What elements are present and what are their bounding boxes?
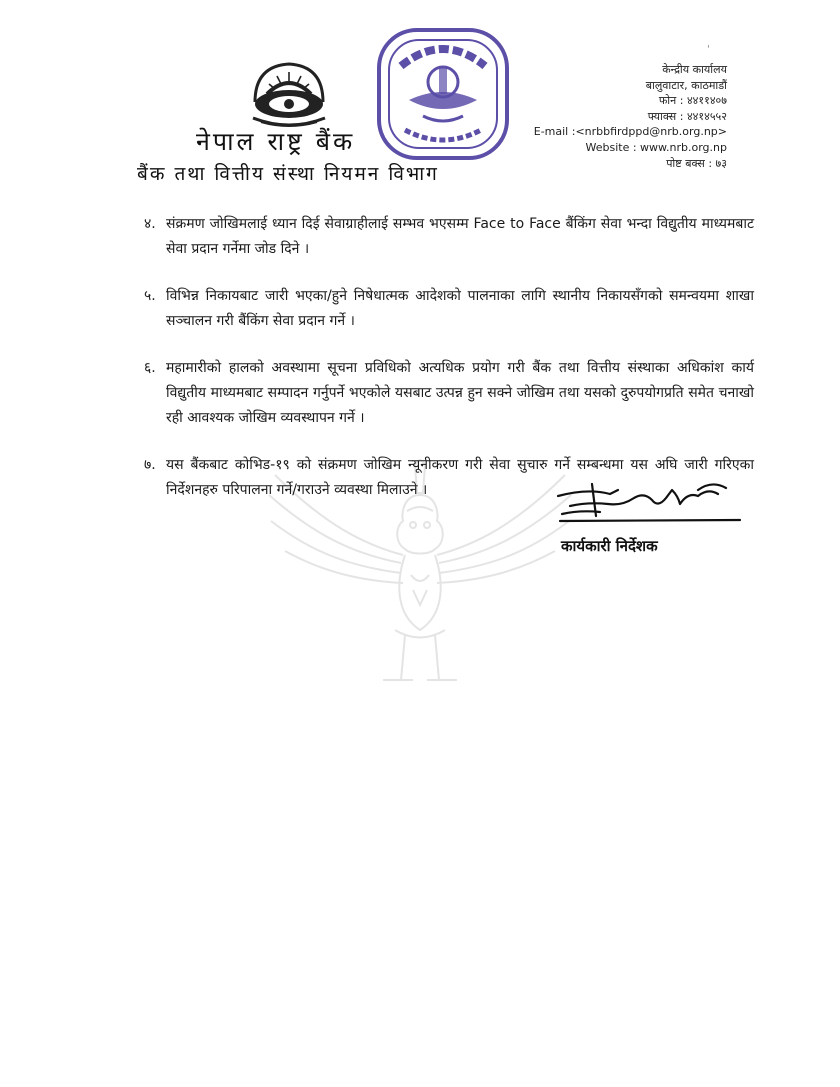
contact-block — [487, 62, 727, 171]
item-number: ४. — [144, 216, 156, 232]
item-text: महामारीको हालको अवस्थामा सूचना प्रविधिको अत्यधिक प्रयोग गरी बैंक तथा वित्तीय संस्थाका अधिकांश कार्य विद्युतीय माध्यमबाट सम्पादन गर्नुपर्ने भएकोले यसबाट उत्पन्न हुन सक्ने जोखिम तथा यसको दुरुपयोगप्रति समेत चनाखो रही आवश्यक जोखिम व्यवस्थापन गर्ने । — [166, 360, 754, 426]
signatory-title: कार्यकारी निर्देशक — [561, 537, 658, 555]
handwritten-signature — [548, 480, 743, 528]
fax: फ्याक्स : ४४१४५५२ — [647, 109, 727, 123]
item-number: ६. — [144, 360, 156, 376]
list-item — [144, 284, 754, 334]
corner-mark: ' — [707, 44, 710, 55]
email: E-mail :<nrbbfirdppd@nrb.org.np> — [533, 125, 727, 139]
item-number: ५. — [144, 288, 156, 304]
address: बालुवाटार, काठमाडौं — [645, 78, 727, 92]
directive-list — [144, 212, 754, 525]
website: Website : www.nrb.org.np — [585, 140, 727, 154]
item-text: संक्रमण जोखिमलाई ध्यान दिई सेवाग्राहीलाई सम्भव भएसम्म Face to Face बैंकिंग सेवा भन्दा विद्युतीय माध्यमबाट सेवा प्रदान गर्नेमा जोड दिने । — [166, 216, 754, 257]
phone: फोन : ४४११४०७ — [658, 94, 727, 108]
office-label: केन्द्रीय कार्यालय — [662, 63, 727, 76]
po-box: पोष्ट बक्स : ७३ — [666, 156, 727, 170]
list-item — [144, 356, 754, 431]
bank-name: नेपाल राष्ट्र बैंक — [196, 127, 356, 156]
department-name: बैंक तथा वित्तीय संस्था नियमन विभाग — [137, 163, 439, 185]
item-number: ७. — [144, 457, 156, 473]
list-item — [144, 212, 754, 262]
bank-emblem-logo — [247, 58, 331, 130]
item-text: यस बैंकबाट कोभिड-१९ को संक्रमण जोखिम न्यूनीकरण गरी सेवा सुचारु गर्ने सम्बन्धमा यस अघि जारी गरिएका निर्देशनहरु परिपालना गर्ने/गराउने व्यवस्था मिलाउने । — [166, 457, 754, 498]
item-text: विभिन्न निकायबाट जारी भएका/हुने निषेधात्मक आदेशको पालनाका लागि स्थानीय निकायसँगको समन्वयमा शाखा सञ्चालन गरी बैंकिंग सेवा प्रदान गर्ने । — [166, 288, 754, 329]
